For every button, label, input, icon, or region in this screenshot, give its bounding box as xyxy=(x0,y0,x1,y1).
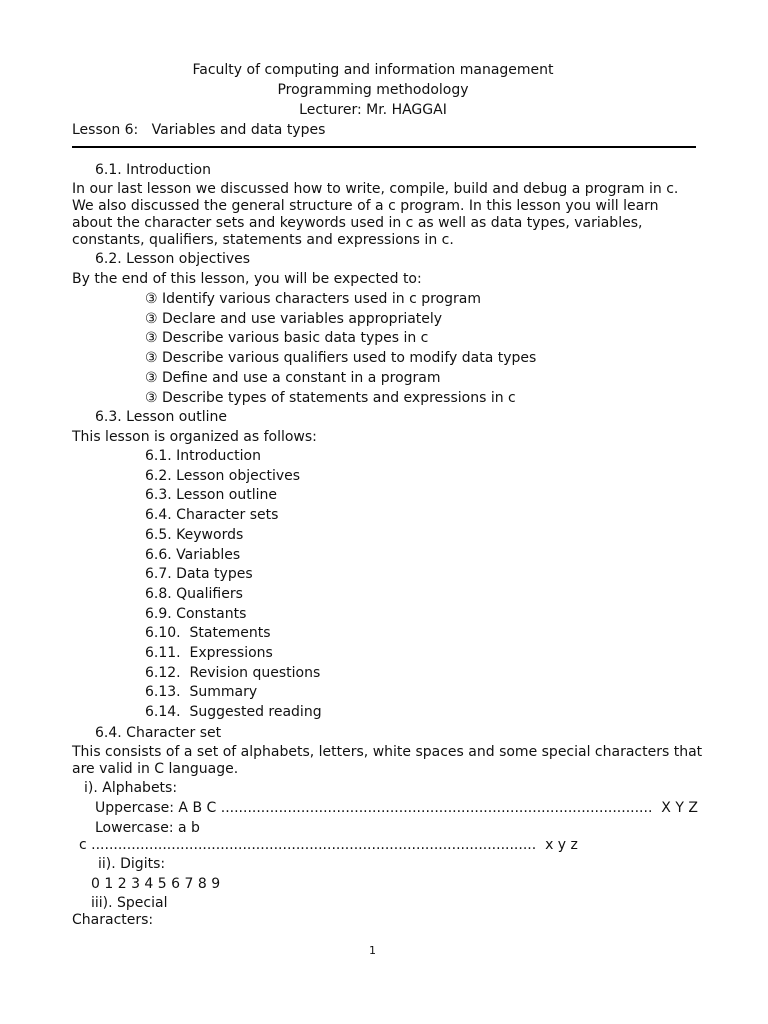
uppercase-line: Uppercase: A B C ................................................................................................. X Y Z xyxy=(95,800,698,816)
outline-item: 6.13. Summary xyxy=(145,684,258,701)
objective-text: Define and use a constant in a program xyxy=(162,369,441,386)
outline-item: 6.2. Lesson objectives xyxy=(145,467,301,484)
outline-item: 6.11. Expressions xyxy=(145,645,273,661)
circled-three-bullet-icon: ③ xyxy=(145,330,158,347)
digits-values: 0 1 2 3 4 5 6 7 8 9 xyxy=(91,876,221,892)
section-heading-objectives: 6.2. Lesson objectives xyxy=(95,251,251,267)
objective-text: Describe various qualifiers used to modify data types xyxy=(162,350,537,367)
objective-item xyxy=(145,311,442,328)
alphabets-label: i). Alphabets: xyxy=(84,780,178,796)
circled-three-bullet-icon: ③ xyxy=(145,350,158,367)
objective-item xyxy=(145,390,516,407)
objective-text: Describe various basic data types in c xyxy=(162,330,429,347)
lecturer-name: Lecturer: Mr. HAGGAI xyxy=(299,102,447,118)
section-heading-character-set: 6.4. Character set xyxy=(95,725,222,741)
special-label-continuation: Characters: xyxy=(72,912,154,928)
circled-three-bullet-icon: ③ xyxy=(145,369,158,386)
outline-item: 6.8. Qualifiers xyxy=(145,585,243,602)
digits-label: ii). Digits: xyxy=(98,856,166,872)
objective-item xyxy=(145,350,536,367)
objective-item xyxy=(145,291,481,308)
lowercase-continuation: c .................................................................................................... x y z xyxy=(79,837,578,853)
outline-item: 6.1. Introduction xyxy=(145,448,261,464)
outline-item: 6.7. Data types xyxy=(145,566,253,583)
course-title: Programming methodology xyxy=(277,82,469,98)
outline-item: 6.6. Variables xyxy=(145,546,241,563)
outline-item: 6.12. Revision questions xyxy=(145,664,321,681)
faculty-title: Faculty of computing and information management xyxy=(192,62,554,78)
intro-paragraph-line: In our last lesson we discussed how to write, compile, build and debug a program in c. xyxy=(72,181,679,197)
outline-item: 6.9. Constants xyxy=(145,605,247,622)
lesson-title: Lesson 6: Variables and data types xyxy=(72,122,326,138)
outline-item: 6.3. Lesson outline xyxy=(145,487,278,504)
intro-paragraph-line: We also discussed the general structure of a c program. In this lesson you will learn xyxy=(72,198,659,214)
objective-text: Describe types of statements and expressions in c xyxy=(162,389,516,406)
intro-paragraph-line: about the character sets and keywords used in c as well as data types, variables, xyxy=(72,215,643,231)
circled-three-bullet-icon: ③ xyxy=(145,389,158,406)
outline-item: 6.14. Suggested reading xyxy=(145,704,322,721)
outline-lead: This lesson is organized as follows: xyxy=(72,429,317,445)
page-number: 1 xyxy=(369,944,376,957)
circled-three-bullet-icon: ③ xyxy=(145,310,158,327)
objective-item xyxy=(145,370,441,387)
objective-item xyxy=(145,330,428,347)
objective-text: Declare and use variables appropriately xyxy=(162,310,443,327)
header-rule xyxy=(72,146,696,148)
circled-three-bullet-icon: ③ xyxy=(145,291,158,307)
outline-item: 6.5. Keywords xyxy=(145,526,244,543)
special-label: iii). Special xyxy=(91,895,168,911)
section-heading-outline: 6.3. Lesson outline xyxy=(95,409,228,425)
lowercase-line: Lowercase: a b xyxy=(95,820,200,836)
objective-text: Identify various characters used in c program xyxy=(162,291,482,307)
charset-paragraph-line: are valid in C language. xyxy=(72,761,239,777)
section-heading-introduction: 6.1. Introduction xyxy=(95,162,211,178)
outline-item: 6.10. Statements xyxy=(145,625,271,642)
charset-paragraph-line: This consists of a set of alphabets, letters, white spaces and some special characters that xyxy=(72,744,703,760)
intro-paragraph-line: constants, qualifiers, statements and expressions in c. xyxy=(72,232,454,248)
outline-item: 6.4. Character sets xyxy=(145,507,279,524)
objectives-lead: By the end of this lesson, you will be expected to: xyxy=(72,271,422,287)
